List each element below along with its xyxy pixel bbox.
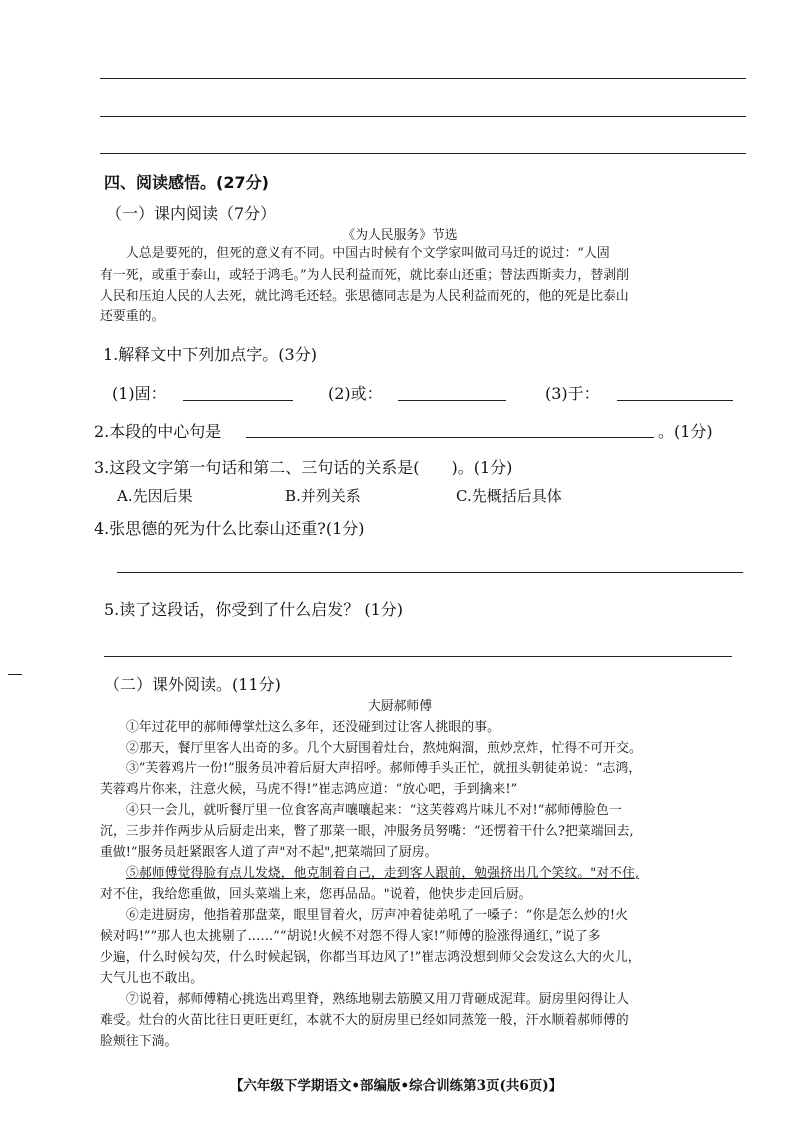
answer-line: [100, 153, 746, 154]
passage2-line: ⑦说着，郝师傅精心挑选出鸡里脊，熟练地剔去筋膜又用刀背砸成泥茸。厨房里闷得让人: [126, 992, 629, 1007]
passage2-underlined-line: ⑤郝师傅觉得脸有点儿发烧，他克制着自己，走到客人跟前，勉强挤出几个笑纹。"对不住,: [126, 866, 640, 881]
answer-line: [100, 116, 746, 117]
passage2-line: 重做!”服务员赶紧跟客人道了声"对不起",把菜端回了厨房。: [100, 845, 438, 860]
question-2-suffix: 。(1分): [658, 422, 713, 441]
passage2-line: ④只一会儿，就听餐厅里一位食客高声嚷嚷起来：“这芙蓉鸡片味儿不对!“郝师傅脸色一: [126, 803, 622, 818]
q4-answer-line[interactable]: [117, 572, 743, 573]
passage2-line: 难受。灶台的火苗比往日更旺更红，本就不大的厨房里已经如同蒸笼一般，汗水顺着郝师傅的: [100, 1013, 629, 1028]
question-5: 5.读了这段话，你受到了什么启发？ (1分): [104, 600, 404, 619]
q3-option-b[interactable]: B.并列关系: [285, 487, 361, 505]
passage2-title: 大厨郝师傅: [368, 699, 432, 714]
passage1-line: 人民和压迫人民的人去死，就比鸿毛还轻。张思德同志是为人民利益而死的，他的死是比泰山: [100, 289, 629, 304]
passage2-line: 少遍，什么时候勾芡，什么时候起锅，你都当耳边风了!”崔志鸿没想到师父会发这么大的火儿，: [100, 950, 641, 965]
passage2-line: 芙蓉鸡片你来，注意火候，马虎不得!”崔志鸿应道：“放心吧，手到擒来!”: [100, 782, 518, 797]
answer-line: [100, 78, 746, 79]
passage2-line: ②那天，餐厅里客人出奇的多。几个大厨围着灶台，熬炖焖溜，煎炒烹炸，忙得不可开交。: [126, 741, 642, 756]
q3-option-c[interactable]: C.先概括后具体: [456, 487, 562, 505]
q5-answer-line[interactable]: [104, 656, 732, 657]
passage1-title: 《为人民服务》节选: [342, 228, 458, 243]
question-4: 4.张思德的死为什么比泰山还重?(1分): [94, 519, 365, 538]
question-3: 3.这段文字第一句话和第二、三句话的关系是( )。(1分): [94, 458, 513, 477]
section-title: 四、阅读感悟。(27分): [104, 173, 269, 192]
passage1-line: 还要重的。: [100, 309, 165, 324]
passage2-line: 脸颊往下淌。: [100, 1034, 178, 1049]
q3-option-a[interactable]: A.先因后果: [117, 487, 193, 505]
passage1-line: 人总是要死的，但死的意义有不同。中国古时候有个文学家叫做司马迁的说过：“人固: [126, 246, 610, 261]
page-footer: 【六年级下学期语文•部编版•综合训练第3页(共6页)】: [229, 1078, 563, 1094]
passage2-line: 候对吗!””那人也太挑剔了……”“胡说!火候不对怨不得人家!”师傅的脸涨得通红，”说了多: [100, 929, 601, 944]
part1-heading: （一）课内阅读（7分）: [106, 204, 277, 223]
q2-answer-blank[interactable]: [246, 437, 654, 438]
q1-answer-blank[interactable]: [183, 400, 293, 401]
passage2-line: 大气儿也不敢出。: [100, 971, 204, 986]
q1-item: (3)于：: [545, 384, 600, 403]
passage2-line: 沉，三步并作两步从后厨走出来，瞥了那菜一眼，冲服务员努嘴：“还愣着干什么?把菜端回去,: [100, 824, 634, 839]
question-1: 1.解释文中下列加点字。(3分): [103, 345, 317, 364]
question-2: 2.本段的中心句是: [94, 422, 222, 441]
passage2-line: ⑥走进厨房，他指着那盘菜，眼里冒着火，厉声冲着徒弟吼了一嗓子：“你是怎么炒的!火: [126, 908, 628, 923]
passage2-line: ①年过花甲的郝师傅掌灶这么多年，还没碰到过让客人挑眼的事。: [126, 720, 501, 735]
q1-answer-blank[interactable]: [398, 400, 506, 401]
passage2-line: ③”芙蓉鸡片一份!”服务员冲着后厨大声招呼。郝师傅手头正忙，就扭头朝徒弟说：“志鸿，: [126, 761, 642, 776]
passage2-line: 对不住，我给您重做，回头菜端上来，您再品品。"说着，他快步走回后厨。: [100, 887, 532, 902]
q1-item: (1)固：: [112, 384, 167, 403]
q1-item: (2)或：: [328, 384, 383, 403]
part2-heading: （二）课外阅读。(11分): [104, 675, 281, 694]
q1-answer-blank[interactable]: [617, 400, 733, 401]
passage1-line: 有一死，或重于泰山，或轻于鸿毛。”为人民利益而死，就比泰山还重；替法西斯卖力，替剥削: [100, 268, 630, 283]
margin-mark: [8, 674, 22, 675]
